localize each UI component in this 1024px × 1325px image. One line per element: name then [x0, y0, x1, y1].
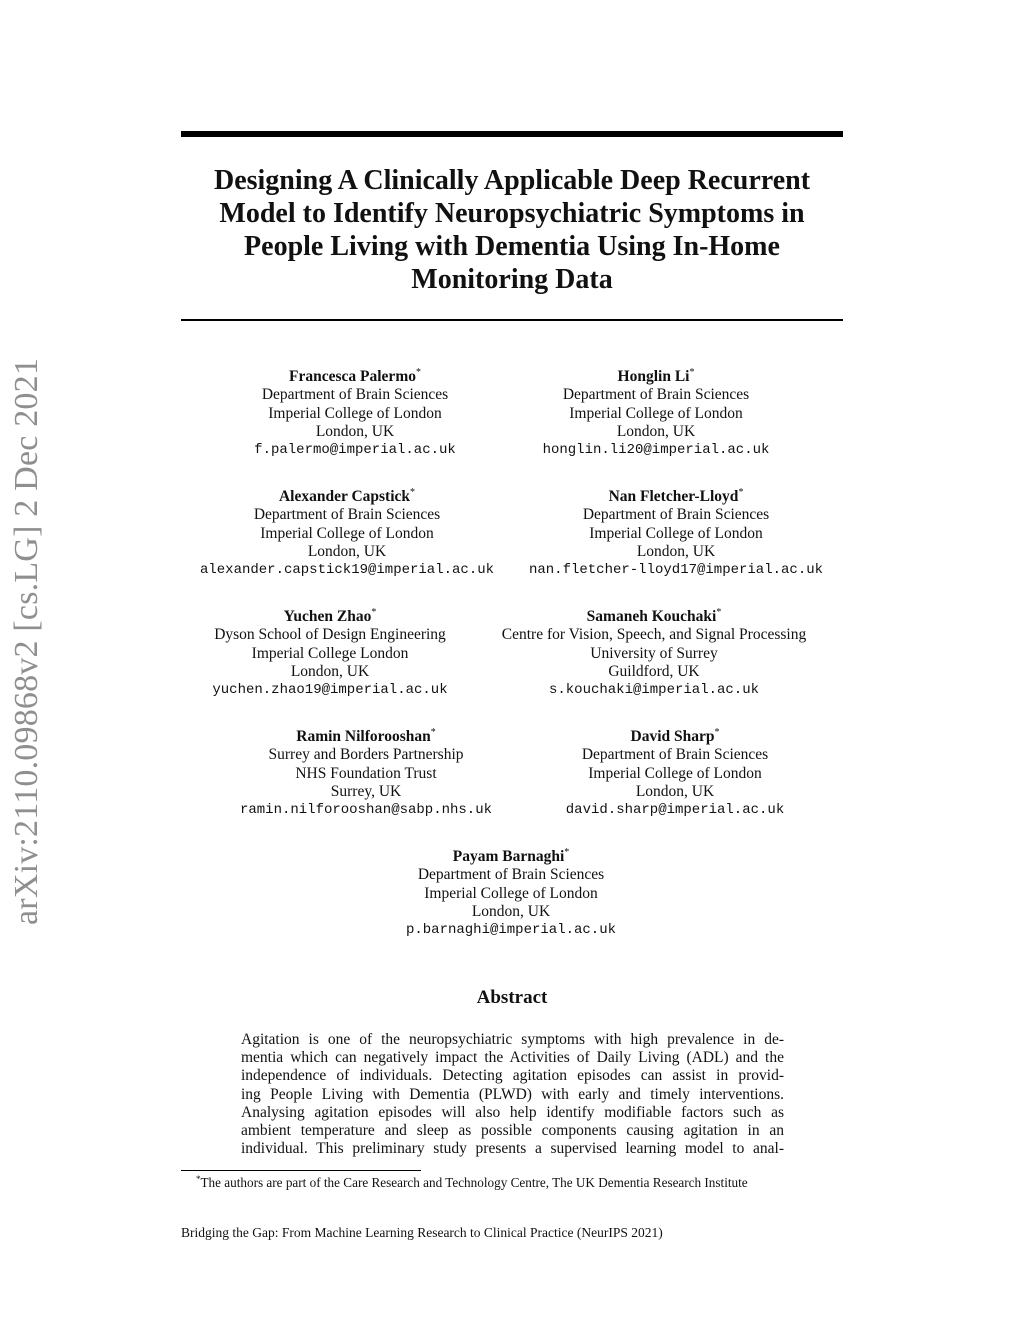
footnote-rule — [181, 1170, 421, 1171]
author-name: Samaneh Kouchaki* — [586, 607, 722, 625]
author-department: Dyson School of Design Engineering — [214, 626, 446, 644]
author-location: London, UK — [290, 662, 370, 680]
title-line: Designing A Clinically Applicable Deep Recurrent — [213, 165, 811, 196]
author-department: Department of Brain Sciences — [581, 746, 769, 764]
author-block-barnaghi — [321, 848, 701, 939]
abstract-body — [241, 1031, 784, 1158]
author-block-fletcher-lloyd — [486, 488, 866, 579]
author-location: London, UK — [635, 782, 715, 800]
author-block-kouchaki — [464, 608, 844, 699]
author-email[interactable]: yuchen.zhao19@imperial.ac.uk — [212, 682, 448, 699]
author-name: Yuchen Zhao* — [283, 607, 377, 625]
title-top-rule — [181, 131, 843, 137]
author-block-sharp — [485, 728, 865, 819]
author-institution: Imperial College of London — [268, 404, 442, 422]
author-institution: Imperial College of London — [569, 404, 743, 422]
author-location: London, UK — [636, 542, 716, 560]
author-institution: Imperial College London — [251, 644, 409, 662]
author-institution: Imperial College of London — [260, 524, 434, 542]
author-location: Guildford, UK — [608, 662, 700, 680]
author-name: Alexander Capstick* — [278, 487, 416, 505]
author-name: Nan Fletcher-Lloyd* — [608, 487, 744, 505]
author-department: Department of Brain Sciences — [562, 386, 750, 404]
author-institution: University of Surrey — [590, 644, 718, 662]
author-email[interactable]: p.barnaghi@imperial.ac.uk — [405, 922, 617, 939]
author-email[interactable]: nan.fletcher-lloyd17@imperial.ac.uk — [528, 562, 824, 579]
author-department: Surrey and Borders Partnership — [268, 746, 464, 764]
author-email[interactable]: david.sharp@imperial.ac.uk — [565, 802, 785, 819]
paper-title — [181, 164, 843, 296]
footnote-mark: * — [196, 1174, 201, 1184]
title-line: People Living with Dementia Using In-Home — [244, 231, 780, 262]
author-email[interactable]: alexander.capstick19@imperial.ac.uk — [199, 562, 495, 579]
author-location: Surrey, UK — [330, 782, 402, 800]
title-bottom-rule — [181, 319, 843, 321]
author-department: Centre for Vision, Speech, and Signal Processing — [501, 626, 807, 644]
abstract-line: mentia which can negatively impact the Activities of Daily Living (ADL) and the — [241, 1049, 784, 1067]
footnote-text: The authors are part of the Care Research and Technology Centre, The UK Dementia Research Institute — [200, 1175, 748, 1190]
author-block-capstick — [157, 488, 537, 579]
author-location: London, UK — [471, 902, 551, 920]
author-institution: NHS Foundation Trust — [295, 764, 437, 782]
abstract-line: Agitation is one of the neuropsychiatric symptoms with high prevalence in de- — [241, 1031, 784, 1048]
title-line: Monitoring Data — [411, 264, 613, 295]
author-department: Department of Brain Sciences — [261, 386, 449, 404]
author-email[interactable]: ramin.nilforooshan@sabp.nhs.uk — [239, 802, 493, 819]
author-location: London, UK — [315, 422, 395, 440]
arxiv-identifier: arXiv:2110.09868v2 [cs.LG] 2 Dec 2021 — [8, 357, 45, 925]
abstract-line: independence of individuals. Detecting agitation episodes can assist in provid- — [241, 1067, 784, 1085]
author-email[interactable]: s.kouchaki@imperial.ac.uk — [548, 682, 760, 699]
author-name: Payam Barnaghi* — [452, 847, 570, 865]
title-line: Model to Identify Neuropsychiatric Symptoms in — [219, 198, 805, 229]
author-email[interactable]: honglin.li20@imperial.ac.uk — [542, 442, 770, 459]
author-name: Ramin Nilforooshan* — [296, 727, 436, 745]
author-institution: Imperial College of London — [589, 524, 763, 542]
author-location: London, UK — [307, 542, 387, 560]
author-location: London, UK — [616, 422, 696, 440]
abstract-line: individual. This preliminary study presents a supervised learning model to anal- — [241, 1140, 784, 1158]
author-name: Francesca Palermo* — [289, 367, 421, 385]
author-block-li — [466, 368, 846, 459]
author-department: Department of Brain Sciences — [582, 506, 770, 524]
author-name: Honglin Li* — [617, 367, 695, 385]
author-institution: Imperial College of London — [588, 764, 762, 782]
author-institution: Imperial College of London — [424, 884, 598, 902]
abstract-line: ambient temperature and sleep as possible components causing agitation in an — [241, 1122, 784, 1140]
abstract-line: Analysing agitation episodes will also help identify modifiable factors such as — [241, 1103, 784, 1121]
author-department: Department of Brain Sciences — [417, 866, 605, 884]
footnote — [196, 1175, 856, 1191]
author-block-zhao — [140, 608, 520, 699]
abstract-heading: Abstract — [476, 987, 548, 1008]
abstract-line: ing People Living with Dementia (PLWD) with early and timely interventions. — [241, 1085, 784, 1103]
author-department: Department of Brain Sciences — [253, 506, 441, 524]
author-email[interactable]: f.palermo@imperial.ac.uk — [254, 442, 456, 459]
venue-note: Bridging the Gap: From Machine Learning Research to Clinical Practice (NeurIPS 2021) — [181, 1225, 663, 1240]
author-name: David Sharp* — [630, 727, 720, 745]
